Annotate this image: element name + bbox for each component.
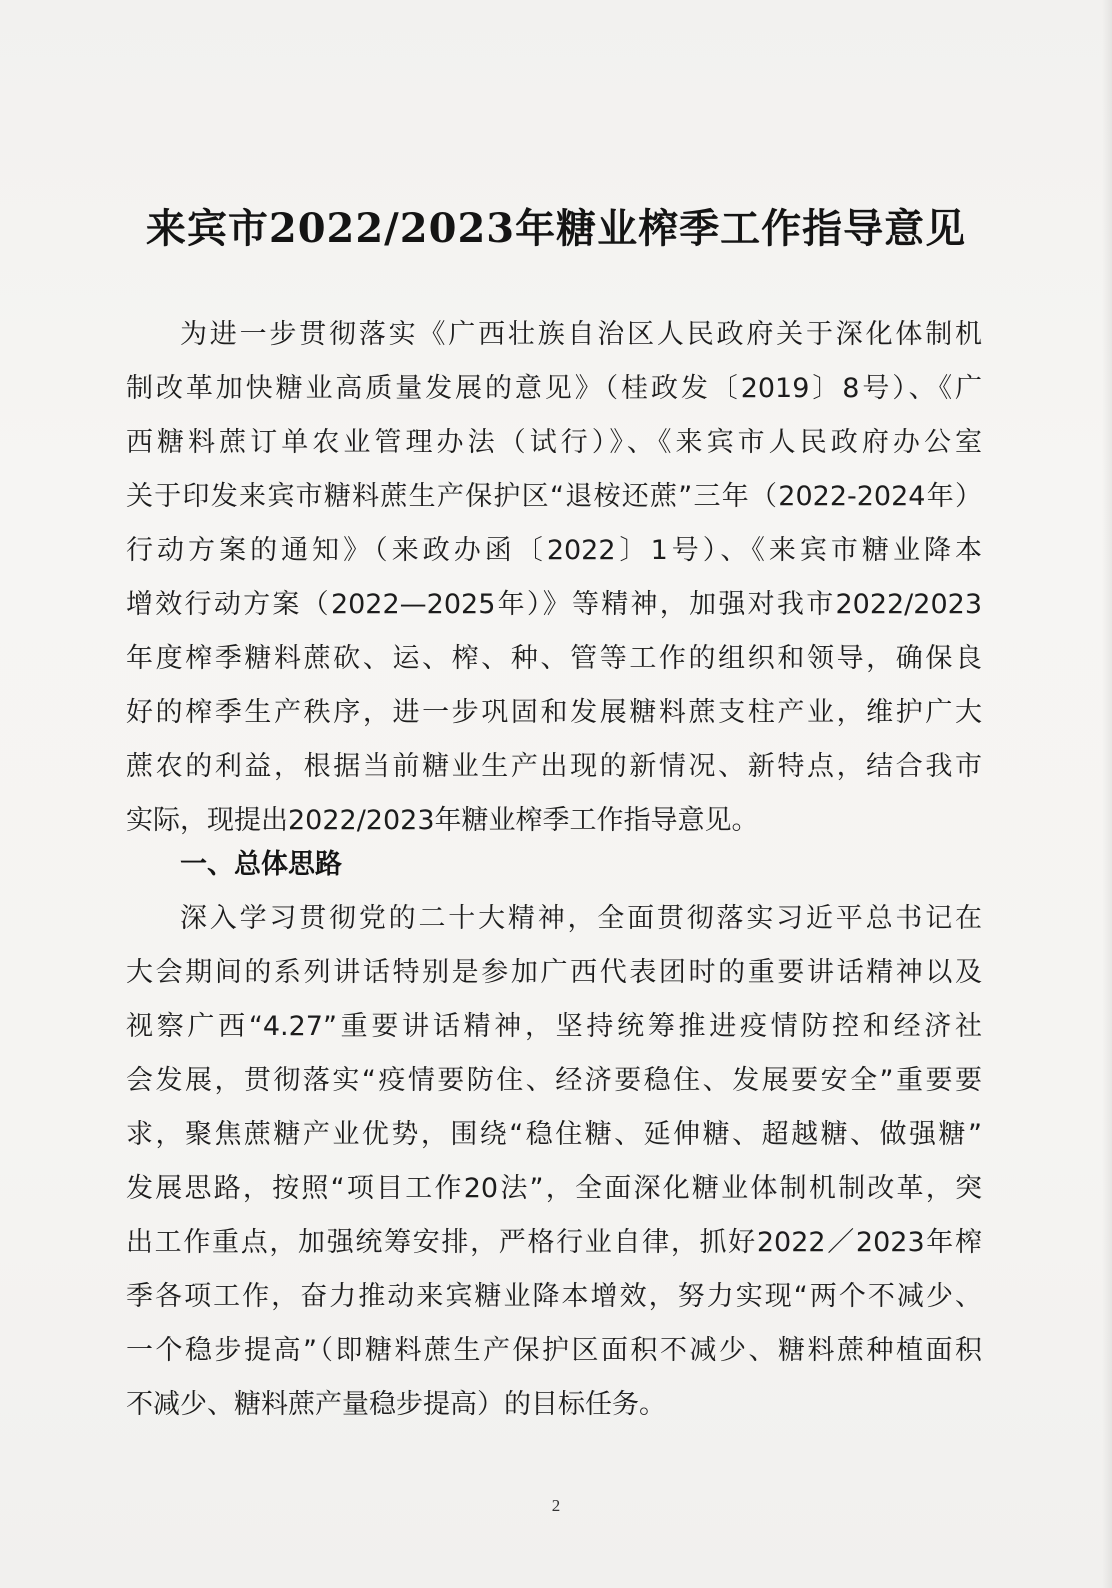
paragraph-line: 季各项工作，奋力推动来宾糖业降本增效，努力实现“两个不减少、 [126, 1281, 982, 1312]
page-number: 2 [551, 1496, 561, 1515]
paragraph-line: 发展思路，按照“项目工作20法”，全面深化糖业体制机制改革，突 [126, 1173, 982, 1204]
paragraph-line: 行动方案的通知》（来政办函〔2022〕1号）、《来宾市糖业降本 [126, 535, 982, 566]
paragraph-line: 求，聚焦蔗糖产业优势，围绕“稳住糖、延伸糖、超越糖、做强糖” [126, 1119, 982, 1150]
paragraph-line: 出工作重点，加强统筹安排，严格行业自律，抓好2022／2023年榨 [126, 1227, 982, 1258]
paragraph-line: 大会期间的系列讲话特别是参加广西代表团时的重要讲话精神以及 [126, 957, 982, 988]
section-1-paragraph [126, 892, 982, 1432]
paragraph-line: 西糖料蔗订单农业管理办法（试行）》、《来宾市人民政府办公室 [126, 427, 982, 458]
paragraph-line: 为进一步贯彻落实《广西壮族自治区人民政府关于深化体制机 [180, 319, 982, 350]
paragraph-line: 关于印发来宾市糖料蔗生产保护区“退桉还蔗”三年（2022-2024年） [126, 481, 982, 512]
paragraph-line: 实际，现提出2022/2023年糖业榨季工作指导意见。 [126, 805, 759, 836]
paragraph-line: 年度榨季糖料蔗砍、运、榨、种、管等工作的组织和领导，确保良 [126, 643, 982, 674]
paragraph-line: 蔗农的利益，根据当前糖业生产出现的新情况、新特点，结合我市 [126, 751, 982, 782]
paragraph-line: 一个稳步提高”（即糖料蔗生产保护区面积不减少、糖料蔗种植面积 [126, 1335, 982, 1366]
paragraph-line: 视察广西“4.27”重要讲话精神，坚持统筹推进疫情防控和经济社 [126, 1011, 982, 1042]
paragraph-line: 好的榨季生产秩序，进一步巩固和发展糖料蔗支柱产业，维护广大 [126, 697, 982, 728]
document-title: 来宾市2022/2023年糖业榨季工作指导意见 [145, 205, 967, 252]
intro-paragraph [126, 308, 982, 848]
paragraph-line: 不减少、糖料蔗产量稳步提高）的目标任务。 [126, 1389, 666, 1420]
paragraph-line: 增效行动方案（2022—2025年）》等精神，加强对我市2022/2023 [126, 589, 982, 620]
paragraph-line: 深入学习贯彻党的二十大精神，全面贯彻落实习近平总书记在 [180, 903, 982, 934]
paragraph-line: 会发展，贯彻落实“疫情要防住、经济要稳住、发展要安全”重要要 [126, 1065, 982, 1096]
section-heading: 一、总体思路 [180, 849, 342, 880]
paragraph-line: 制改革加快糖业高质量发展的意见》（桂政发〔2019〕8号）、《广 [126, 373, 982, 404]
